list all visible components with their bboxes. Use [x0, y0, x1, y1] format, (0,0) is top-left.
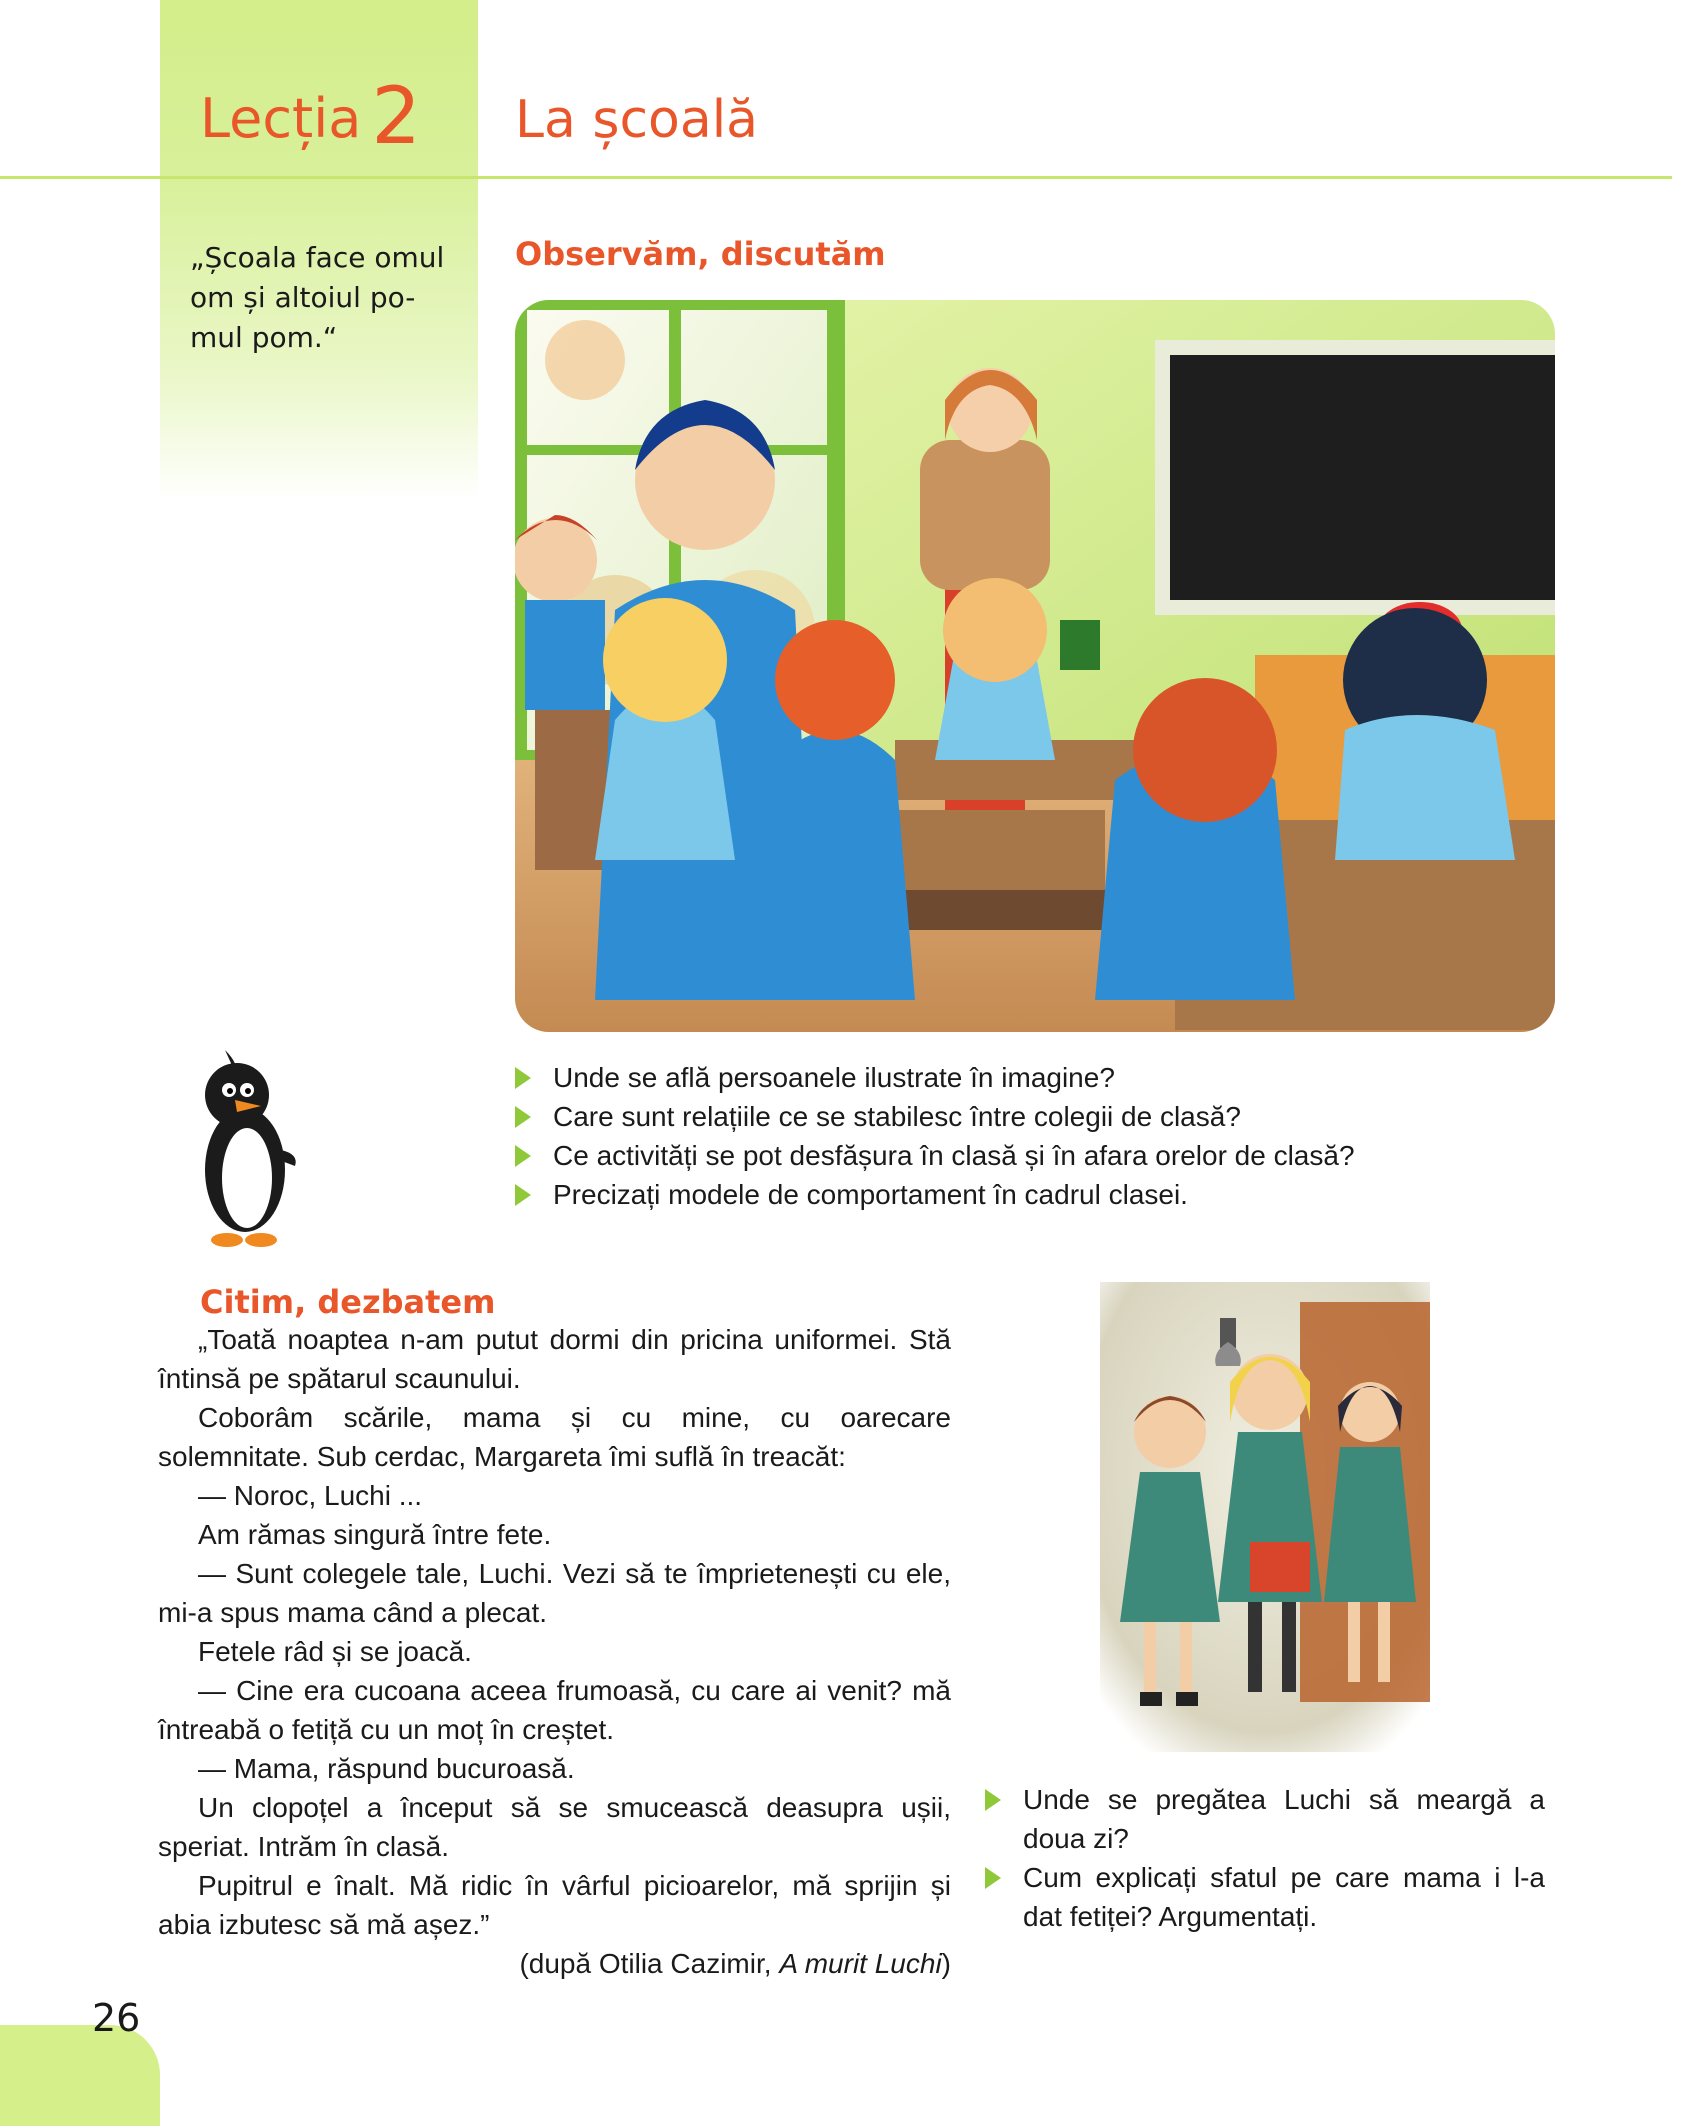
paragraph: — Noroc, Luchi ... [198, 1480, 423, 1511]
classroom-illustration [515, 300, 1555, 1032]
list-item: Unde se pregătea Luchi să meargă a doua zi? [985, 1780, 1545, 1858]
observe-questions [515, 1058, 1515, 1214]
green-arrow-icon [515, 1067, 531, 1089]
paragraph: „Toată noaptea n-am putut dormi din pricina uniformei. Stă întinsă pe spătarul scaunului. [158, 1324, 951, 1394]
paragraph: — Sunt colegele tale, Luchi. Vezi să te împrietenești cu ele, mi-a spus mama când a plecat. [158, 1558, 951, 1628]
lesson-number: 2 [371, 72, 421, 162]
page-number: 26 [92, 1996, 141, 2040]
paragraph: — Cine era cucoana aceea frumoasă, cu care ai venit? mă întreabă o fetiță cu un moț în creștet. [158, 1675, 951, 1745]
list-item: Ce activități se pot desfășura în clasă și în afara orelor de clasă? [515, 1136, 1515, 1175]
lesson-word: Lecția [200, 87, 362, 150]
green-arrow-icon [515, 1106, 531, 1128]
reading-questions [985, 1780, 1545, 1936]
paragraph: Fetele râd și se joacă. [198, 1636, 472, 1667]
list-item: Precizați modele de comportament în cadrul clasei. [515, 1175, 1515, 1214]
green-arrow-icon [985, 1867, 1001, 1889]
girls-illustration [1100, 1282, 1430, 1752]
list-item: Care sunt relațiile ce se stabilesc între colegii de clasă? [515, 1097, 1515, 1136]
proverb-quote: „Școala face omul om și altoiul po- mul pom.“ [190, 241, 445, 354]
lesson-label [200, 72, 421, 162]
header-rule [0, 176, 1672, 179]
paragraph: Am rămas singură între fete. [198, 1519, 552, 1550]
paragraph: Un clopoțel a început să se smucească deasupra ușii, speriat. Intrăm în clasă. [158, 1792, 951, 1862]
green-arrow-icon [985, 1789, 1001, 1811]
paragraph: Pupitrul e înalt. Mă ridic în vârful picioarelor, mă sprijin și abia izbutesc să mă așez.” [158, 1870, 951, 1940]
green-arrow-icon [515, 1184, 531, 1206]
source-citation: (după Otilia Cazimir, A murit Luchi) [519, 1948, 951, 1979]
lesson-title: La școală [515, 90, 759, 150]
girls-illustration-svg [1100, 1282, 1430, 1752]
paragraph: Coborâm scările, mama și cu mine, cu oarecare solemnitate. Sub cerdac, Margareta îmi suflă în treacăt: [158, 1402, 951, 1472]
reading-heading: Citim, dezbatem [200, 1283, 496, 1321]
page-corner-tab [0, 2025, 160, 2126]
classroom-illustration-svg [515, 300, 1555, 1032]
source-title: A murit Luchi [779, 1948, 942, 1979]
paragraph: — Mama, răspund bucuroasă. [198, 1753, 575, 1784]
penguin-icon [195, 1050, 305, 1250]
list-item: Unde se află persoanele ilustrate în imagine? [515, 1058, 1515, 1097]
list-item: Cum explicați sfatul pe care mama i l-a dat fetiței? Argumentați. [985, 1858, 1545, 1936]
penguin-mascot [195, 1050, 305, 1250]
green-arrow-icon [515, 1145, 531, 1167]
reading-text [158, 1320, 951, 1983]
observe-heading: Observăm, discutăm [515, 235, 886, 273]
